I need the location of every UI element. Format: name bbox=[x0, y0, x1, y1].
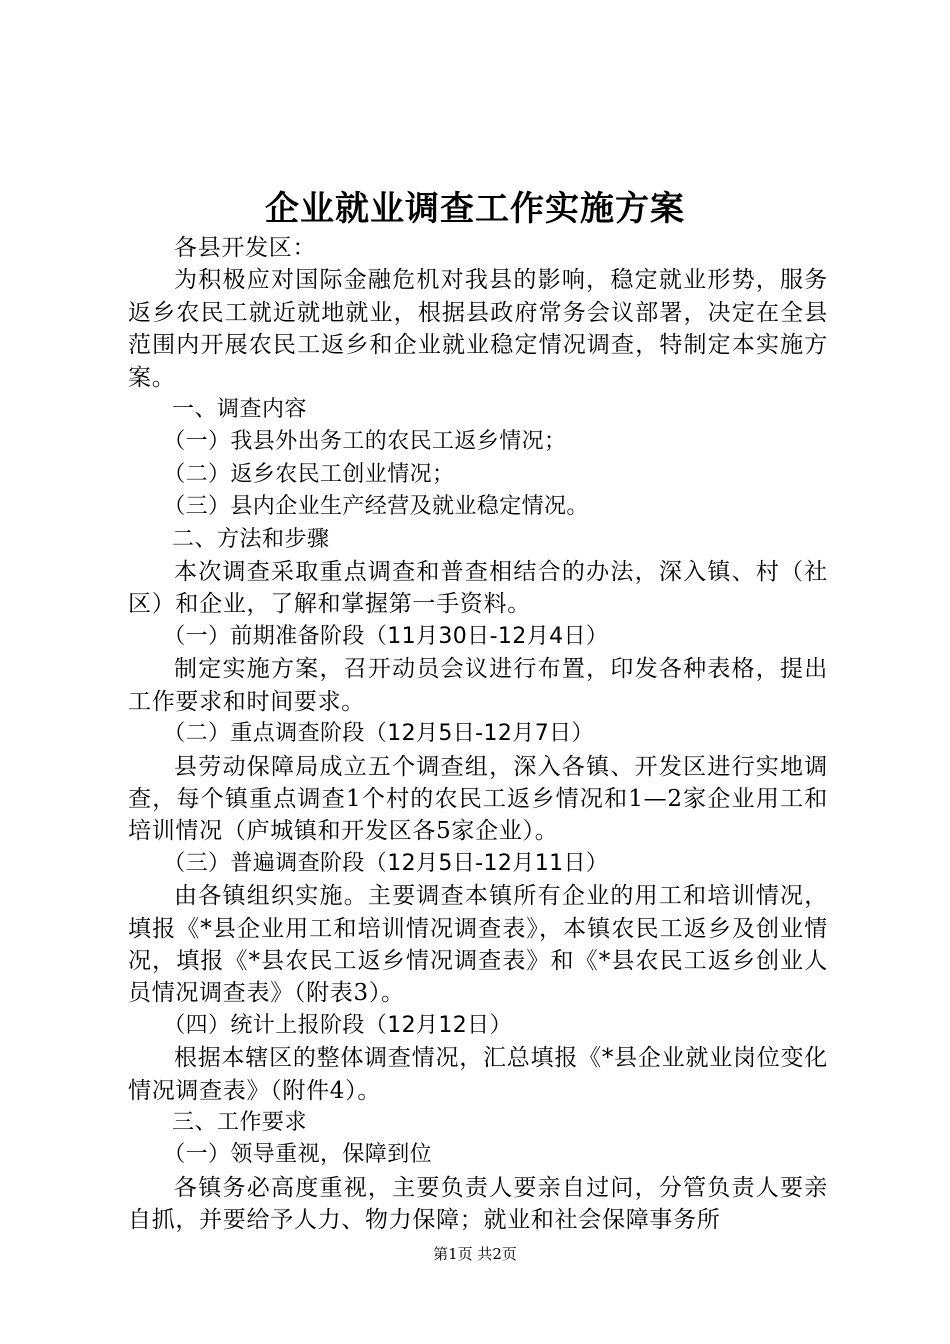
sub-heading: （三）普遍调查阶段（12月5日-12月11日） bbox=[163, 850, 609, 876]
paragraph: 本次调查采取重点调查和普查相结合的办法，深入镇、村（社区）和企业，了解和掌握第一手资料。 bbox=[128, 559, 828, 618]
page-footer: 第1页 共2页 bbox=[433, 1245, 517, 1263]
paragraph: 由各镇组织实施。主要调查本镇所有企业的用工和培训情况，填报《*县企业用工和培训情况调查表》，本镇农民工返乡及创业情况，填报《*县农民工返乡情况调查表》和《*县农民工返乡创业人员情况调查表》（附表3）。 bbox=[128, 883, 828, 1007]
section-heading: 二、方法和步骤 bbox=[172, 526, 330, 552]
sub-heading: （二）重点调查阶段（12月5日-12月7日） bbox=[163, 721, 594, 747]
sub-heading: （三）县内企业生产经营及就业稳定情况。 bbox=[163, 494, 589, 520]
paragraph: 各镇务必高度重视，主要负责人要亲自过问，分管负责人要亲自抓，并要给予人力、物力保障；就业和社会保障事务所 bbox=[128, 1174, 828, 1234]
paragraph: 制定实施方案，召开动员会议进行布置，印发各种表格，提出工作要求和时间要求。 bbox=[128, 656, 828, 715]
sub-heading: （一）前期准备阶段（11月30日-12月4日） bbox=[163, 623, 609, 649]
document-title: 企业就业调查工作实施方案 bbox=[265, 189, 685, 229]
sub-heading: （四）统计上报阶段（12月12日） bbox=[163, 1012, 512, 1038]
paragraph: 为积极应对国际金融危机对我县的影响，稳定就业形势，服务返乡农民工就近就地就业，根据县政府常务会议部署，决定在全县范围内开展农民工返乡和企业就业稳定情况调查，特制定本实施方案。 bbox=[128, 267, 828, 391]
paragraph: 根据本辖区的整体调查情况，汇总填报《*县企业就业岗位变化情况调查表》（附件4）。 bbox=[128, 1045, 828, 1104]
section-heading: 一、调查内容 bbox=[172, 397, 308, 423]
document-body bbox=[128, 232, 828, 1237]
section-heading: 三、工作要求 bbox=[172, 1109, 308, 1135]
sub-heading: （一）领导重视，保障到位 bbox=[163, 1142, 432, 1168]
paragraph: 县劳动保障局成立五个调查组，深入各镇、开发区进行实地调查，每个镇重点调查1个村的农民工返乡情况和1—2家企业用工和培训情况（庐城镇和开发区各5家企业）。 bbox=[128, 753, 828, 845]
sub-heading: （二）返乡农民工创业情况； bbox=[163, 461, 455, 487]
sub-heading: （一）我县外出务工的农民工返乡情况； bbox=[163, 429, 567, 455]
paragraph: 各县开发区： bbox=[174, 235, 317, 261]
